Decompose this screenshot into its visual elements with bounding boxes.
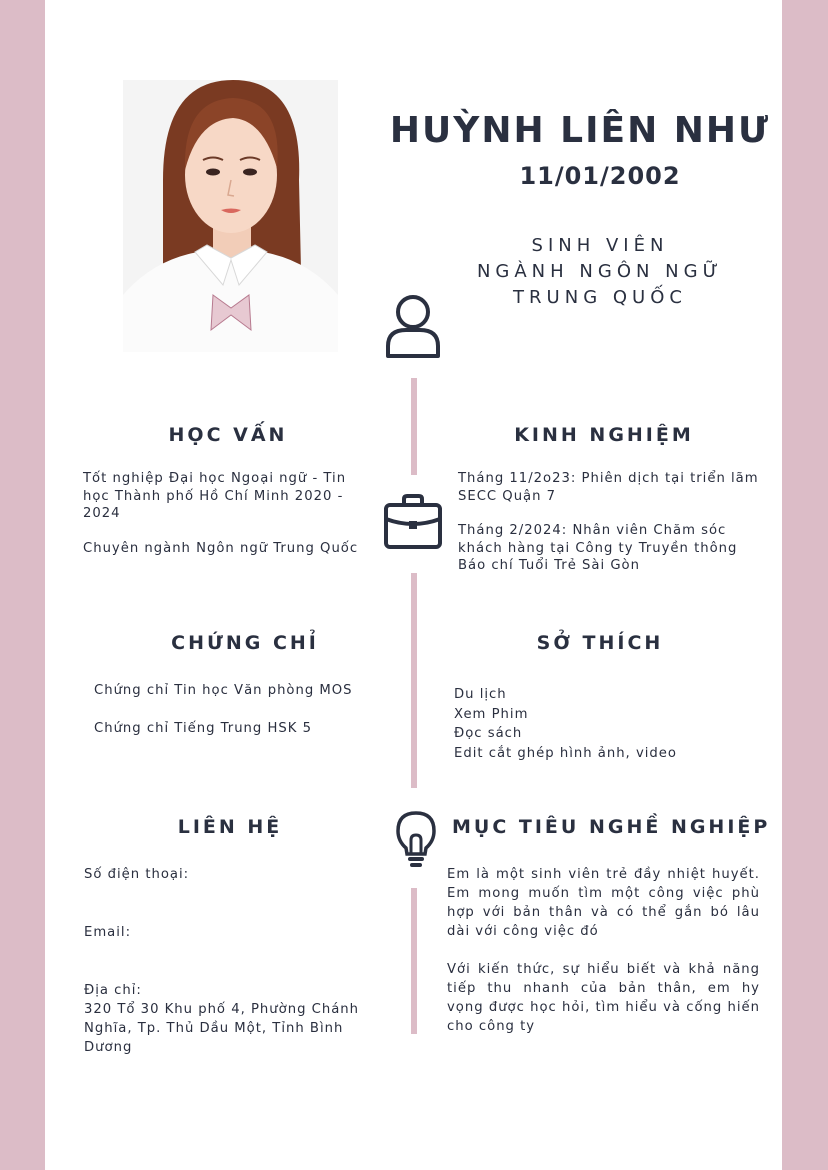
experience-item: Tháng 11/2o23: Phiên dịch tại triển lãm SECC Quận 7 (458, 471, 759, 504)
hobby-item: Edit cắt ghép hình ảnh, video (454, 745, 677, 761)
timeline-segment (411, 378, 417, 475)
date-of-birth: 11/01/2002 (519, 162, 681, 190)
objective-heading: MỤC TIÊU NGHỀ NGHIỆP (452, 816, 771, 838)
certificates-body (94, 681, 394, 738)
hobby-item: Xem Phim (454, 706, 529, 722)
certificate-item: Chứng chỉ Tiếng Trung HSK 5 (94, 721, 312, 736)
timeline-segment (411, 888, 417, 1034)
certificate-item: Chứng chỉ Tin học Văn phòng MOS (94, 683, 353, 698)
hobbies-body (454, 685, 754, 763)
role-line: SINH VIÊN (531, 235, 669, 256)
role-line: TRUNG QUỐC (513, 287, 687, 308)
phone-label: Số điện thoại: (84, 867, 190, 882)
address-value: 320 Tổ 30 Khu phố 4, Phường Chánh Nghĩa, Tp. Thủ Dầu Một, Tỉnh Bình Dương (84, 1002, 359, 1055)
profile-photo (123, 80, 338, 352)
experience-heading: KINH NGHIỆM (514, 424, 694, 446)
contact-body (84, 865, 369, 1057)
user-outline-icon (384, 292, 442, 364)
briefcase-icon (383, 493, 443, 555)
education-item: Chuyên ngành Ngôn ngữ Trung Quốc (83, 540, 359, 556)
experience-body (458, 470, 763, 575)
candidate-name: HUỲNH LIÊN NHƯ (389, 110, 771, 151)
hobby-item: Du lịch (454, 687, 507, 702)
certificates-heading: CHỨNG CHỈ (171, 632, 319, 654)
email-label: Email: (84, 925, 132, 940)
left-accent-band (0, 0, 45, 1170)
timeline-segment (411, 573, 417, 788)
objective-paragraph: Với kiến thức, sự hiểu biết và khả năng tiếp thu nhanh của bản thân, em hy vọng được học hỏi, tìm hiểu và cống hiến cho công ty (447, 962, 760, 1034)
objective-body (447, 865, 760, 1036)
education-heading: HỌC VẤN (168, 424, 288, 446)
role-line: NGÀNH NGÔN NGỮ (476, 261, 724, 282)
lightbulb-icon (395, 810, 437, 874)
objective-paragraph: Em là một sinh viên trẻ đầy nhiệt huyết. Em mong muốn tìm một công việc phù hợp với bản thân và có thể gắn bó lâu dài với công việc đó (447, 867, 760, 939)
role-title (440, 233, 760, 311)
address-label: Địa chỉ: (84, 983, 142, 998)
hobbies-heading: SỞ THÍCH (536, 632, 664, 654)
hobby-item: Đọc sách (454, 726, 523, 741)
education-body (83, 470, 368, 557)
education-item: Tốt nghiệp Đại học Ngoại ngữ - Tin học Thành phố Hồ Chí Minh 2020 - 2024 (83, 471, 347, 521)
experience-item: Tháng 2/2024: Nhân viên Chăm sóc khách hàng tại Công ty Truyền thông Báo chí Tuổi Trẻ Sài Gòn (458, 523, 738, 573)
contact-heading: LIÊN HỆ (177, 816, 283, 838)
